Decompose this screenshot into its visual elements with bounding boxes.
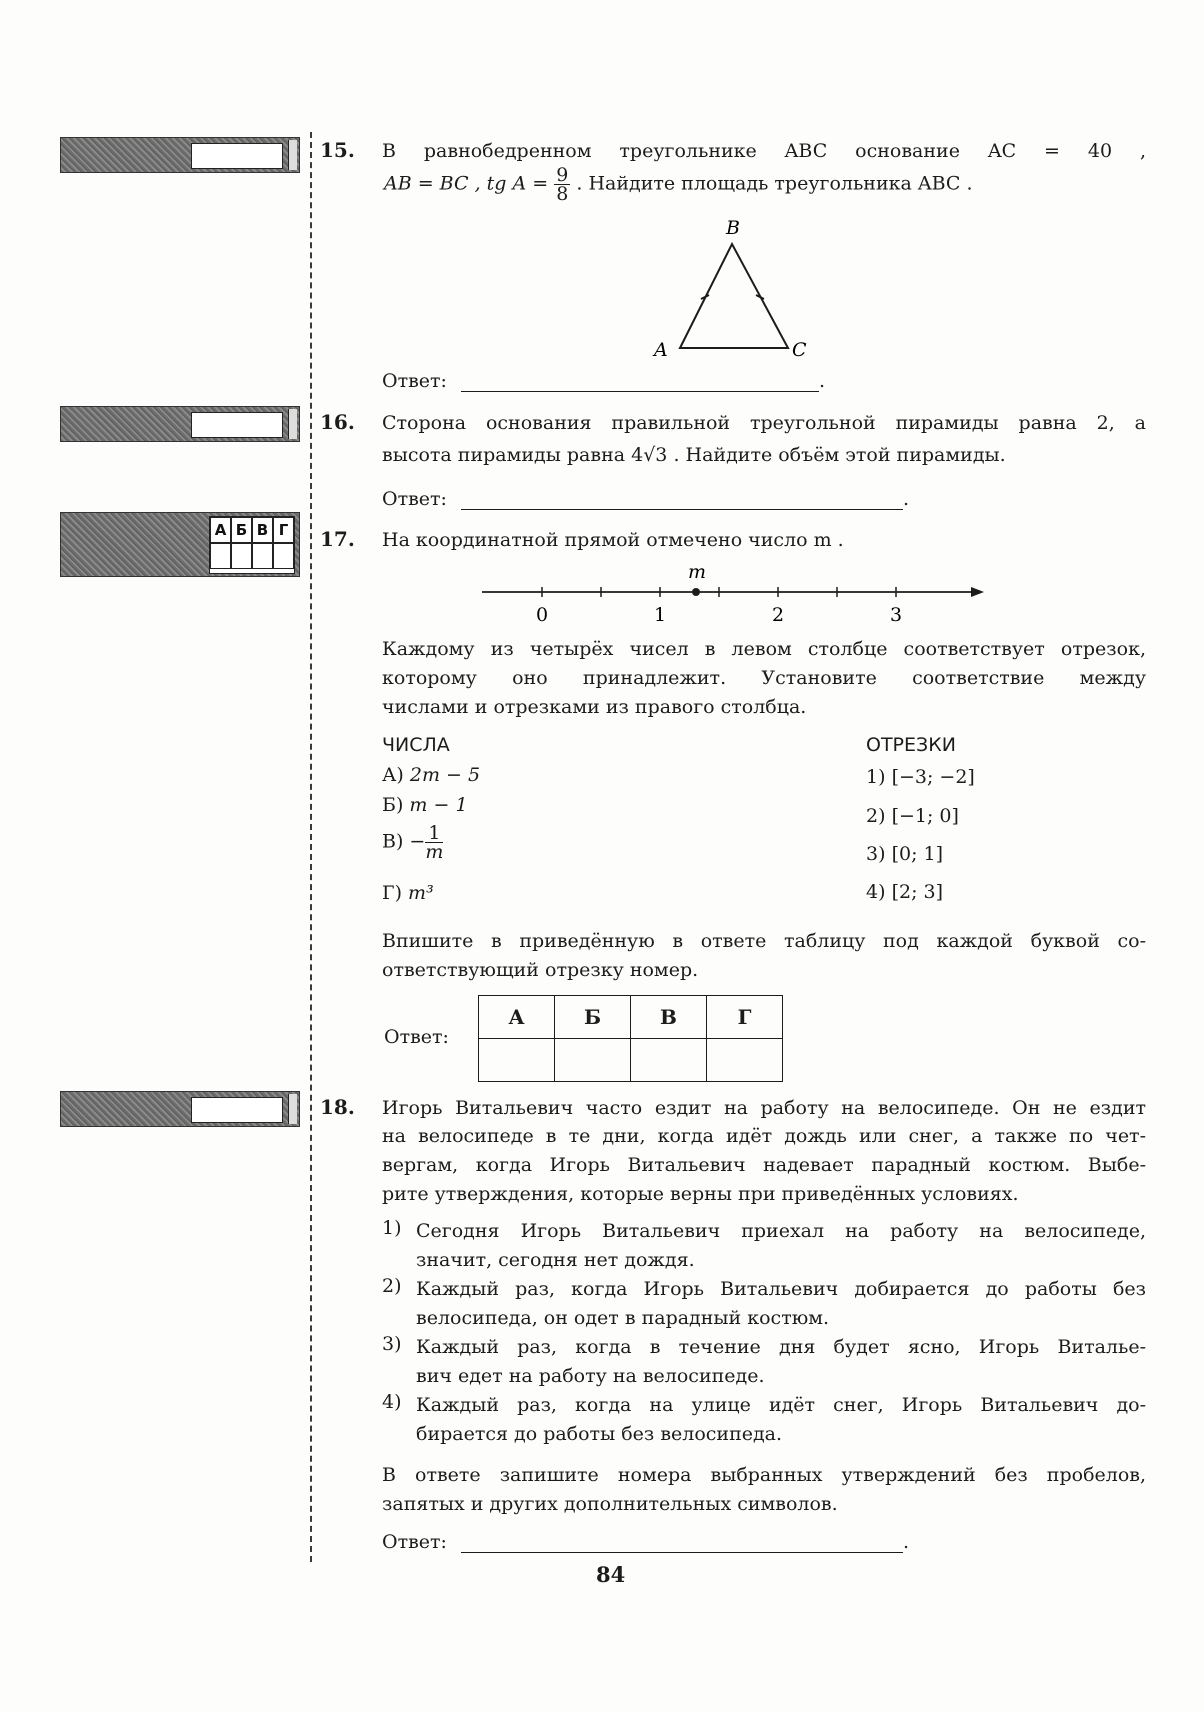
answer-table-cell-v[interactable]	[631, 1039, 707, 1082]
margin-answer-field-18[interactable]	[191, 1097, 283, 1123]
q15-fraction: $\frac{9}{8}$	[556, 164, 569, 205]
q15-question: . Найдите площадь треугольника ABC .	[576, 172, 973, 195]
tick-label-2: 2	[771, 604, 785, 626]
margin-answer-box-18	[60, 1091, 300, 1127]
right-option-4: 4) [2; 3]	[866, 881, 944, 903]
left-option-a: А) 2m − 5	[382, 764, 481, 786]
q17-line1: На координатной прямой отмечено число m .	[382, 529, 844, 551]
left-column-header: ЧИСЛА	[382, 734, 450, 756]
q18-line3: вергам, когда Игорь Витальевич надевает парадный костюм. Выбе-	[382, 1154, 1146, 1176]
margin-cell[interactable]	[231, 543, 252, 569]
statement-4-line1: Каждый раз, когда на улице идёт снег, Игорь Витальевич до-	[416, 1394, 1146, 1416]
margin-cell[interactable]	[252, 543, 273, 569]
q18-line1: Игорь Витальевич часто ездит на работу на велосипеде. Он не ездит	[382, 1097, 1146, 1119]
answer-row-18: Ответ: .	[382, 1531, 910, 1553]
margin-answer-box-15	[60, 137, 300, 173]
right-option-2: 2) [−1; 0]	[866, 805, 959, 827]
tick-label-1: 1	[653, 604, 667, 626]
q18-final-line1: В ответе запишите номера выбранных утверждений без пробелов,	[382, 1464, 1146, 1486]
margin-cell[interactable]	[210, 543, 231, 569]
answer-row-16: Ответ: .	[382, 488, 910, 510]
right-option-1: 1) [−3; −2]	[866, 766, 975, 788]
statement-3-line2: вич едет на работу на велосипеде.	[416, 1365, 765, 1387]
number-line	[470, 555, 990, 627]
answer-line-16[interactable]	[461, 489, 903, 510]
q18-line2: на велосипеде в те дни, когда идёт дождь или снег, а также по чет-	[382, 1125, 1146, 1147]
q17-text-line1: Каждому из четырёх чисел в левом столбце соответствует отрезок,	[382, 638, 1146, 660]
answer-table-header-g: Г	[707, 996, 783, 1039]
statement-4-label: 4)	[382, 1391, 402, 1413]
q17-text-line3: числами и отрезками из правого столбца.	[382, 696, 807, 718]
answer-line-15[interactable]	[461, 371, 819, 392]
statement-1-line2: значит, сегодня нет дождя.	[416, 1249, 695, 1271]
q17-text-line2: которому оно принадлежит. Установите соответствие между	[382, 667, 1146, 689]
statement-1-line1: Сегодня Игорь Витальевич приехал на работу на велосипеде,	[416, 1220, 1146, 1242]
point-m	[692, 588, 700, 596]
left-option-g: Г) m³	[382, 882, 434, 904]
q18-line4: рите утверждения, которые верны при приведённых условиях.	[382, 1183, 1019, 1205]
margin-answer-grid-17[interactable]	[209, 516, 295, 574]
margin-header-v: В	[252, 517, 273, 543]
margin-header-b: Б	[231, 517, 252, 543]
point-m-label: m	[688, 561, 707, 583]
margin-answer-field-16[interactable]	[191, 412, 283, 438]
q16-line1: Сторона основания правильной треугольной пирамиды равна 2, а	[382, 412, 1146, 434]
statement-3-line1: Каждый раз, когда в течение дня будет ясно, Игорь Виталье-	[416, 1336, 1146, 1358]
axis-arrow	[971, 587, 984, 597]
q15-line2	[384, 166, 1148, 203]
question-number-15: 15.	[320, 138, 355, 162]
statement-2-line1: Каждый раз, когда Игорь Витальевич добирается до работы без	[416, 1278, 1146, 1300]
margin-answer-box-17	[60, 512, 300, 577]
question-number-16: 16.	[320, 410, 355, 434]
right-option-3: 3) [0; 1]	[866, 843, 944, 865]
question-number-18: 18.	[320, 1095, 355, 1119]
answer-label: Ответ:	[382, 1531, 447, 1553]
answer-table-header-v: В	[631, 996, 707, 1039]
cut-line	[310, 132, 312, 1562]
tick-label-3: 3	[889, 604, 903, 626]
answer-row-15: Ответ: .	[382, 370, 826, 392]
margin-header-g: Г	[273, 517, 294, 543]
question-number-17: 17.	[320, 527, 355, 551]
answer-table-cell-b[interactable]	[555, 1039, 631, 1082]
q17-instr-line1: Впишите в приведённую в ответе таблицу под каждой буквой со-	[382, 930, 1146, 952]
margin-header-a: А	[210, 517, 231, 543]
answer-label: Ответ:	[382, 370, 447, 392]
statement-4-line2: бирается до работы без велосипеда.	[416, 1423, 783, 1445]
vertex-label-a: A	[654, 339, 668, 361]
answer-table-header-a: А	[479, 996, 555, 1039]
answer-label: Ответ:	[382, 488, 447, 510]
q16-line2: высота пирамиды равна 4√3 . Найдите объём этой пирамиды.	[382, 444, 1006, 466]
answer-table-cell-g[interactable]	[707, 1039, 783, 1082]
answer-line-18[interactable]	[461, 1532, 903, 1553]
q15-line1: В равнобедренном треугольнике ABC основание AC = 40 ,	[382, 140, 1146, 162]
triangle-figure	[640, 218, 840, 368]
tick-label-0: 0	[535, 604, 549, 626]
statement-2-line2: велосипеда, он одет в парадный костюм.	[416, 1307, 830, 1329]
answer-table-cell-a[interactable]	[479, 1039, 555, 1082]
margin-answer-field-15[interactable]	[191, 143, 283, 169]
margin-answer-box-16	[60, 406, 300, 442]
answer-table-17	[478, 995, 783, 1082]
q15-condition: AB = BC , tg A =	[384, 172, 549, 195]
vertex-label-c: C	[792, 339, 807, 361]
q18-final-line2: запятых и других дополнительных символов.	[382, 1493, 838, 1515]
left-option-v: В) − $\frac{1}{m}$	[382, 822, 444, 863]
margin-cell[interactable]	[273, 543, 294, 569]
page-number: 84	[596, 1562, 626, 1587]
answer-table-header-b: Б	[555, 996, 631, 1039]
q17-instr-line2: ответствующий отрезку номер.	[382, 959, 699, 981]
vertex-label-b: B	[726, 218, 740, 239]
triangle-abc	[680, 244, 788, 348]
statement-2-label: 2)	[382, 1275, 402, 1297]
left-option-b: Б) m − 1	[382, 794, 468, 816]
statement-3-label: 3)	[382, 1333, 402, 1355]
right-column-header: ОТРЕЗКИ	[866, 734, 956, 756]
statement-1-label: 1)	[382, 1217, 402, 1239]
answer-label-17: Ответ:	[384, 1026, 449, 1048]
